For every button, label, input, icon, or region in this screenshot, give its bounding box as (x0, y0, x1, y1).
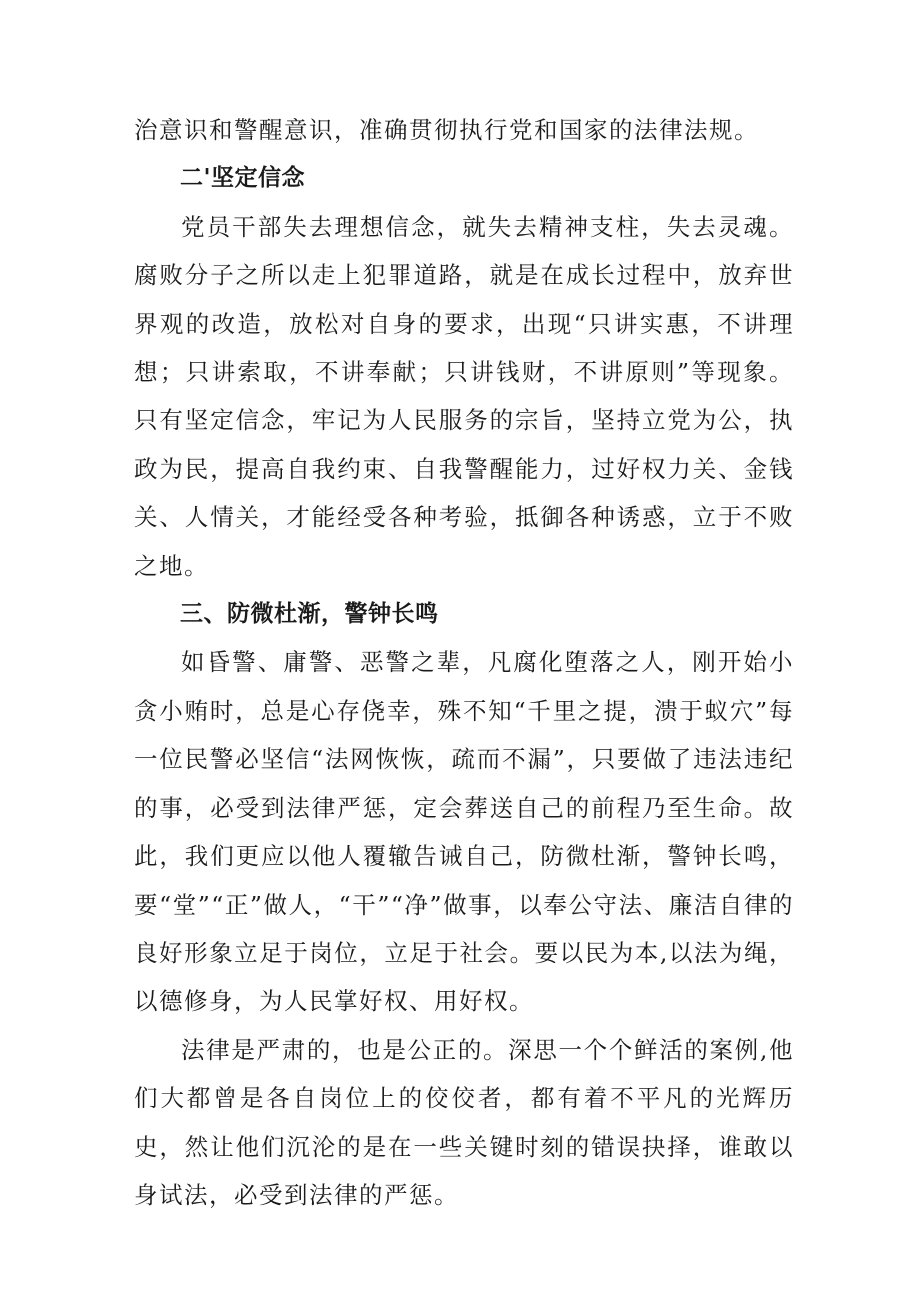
section-3-paragraph-1: 如昏警、庸警、恶警之辈，凡腐化堕落之人，刚开始小贪小贿时，总是心存侥幸，殊不知“千里之提，溃于蚁穴”每一位民警必坚信“法网恢恢，疏而不漏”，只要做了违法违纪的事，必受到法律严惩，定会葬送自己的前程乃至生命。故此，我们更应以他人覆辙告诫自己，防微杜渐，警钟长鸣，要“堂”“正”做人，“干”“净”做事，以奉公守法、廉洁自律的良好形象立足于岗位，立足于社会。要以民为本,以法为绳，以德修身，为人民掌好权、用好权。 (134, 648, 794, 1016)
section-heading-2: 二'坚定信念 (180, 165, 306, 192)
section-heading-3: 三、防微杜渐，警钟长鸣 (180, 601, 439, 628)
document-body (134, 106, 794, 1219)
intro-paragraph-tail: 治意识和警醒意识，准确贯彻执行党和国家的法律法规。 (134, 116, 759, 144)
section-3-paragraph-2: 法律是严肃的，也是公正的。深思一个个鲜活的案例,他们大都曾是各自岗位上的佼佼者，都有着不平凡的光辉历史，然让他们沉沦的是在一些关键时刻的错误抉择，谁敢以身试法，必受到法律的严惩。 (134, 1035, 794, 1209)
section-2-paragraph: 党员干部失去理想信念，就失去精神支柱，失去灵魂。腐败分子之所以走上犯罪道路，就是在成长过程中，放弃世界观的改造，放松对自身的要求，出现“只讲实惠，不讲理想；只讲索取，不讲奉献；只讲钱财，不讲原则”等现象。只有坚定信念，牢记为人民服务的宗旨，坚持立党为公，执政为民，提高自我约束、自我警醒能力，过好权力关、金钱关、人情关，才能经受各种考验，抵御各种诱惑，立于不败之地。 (134, 212, 794, 580)
